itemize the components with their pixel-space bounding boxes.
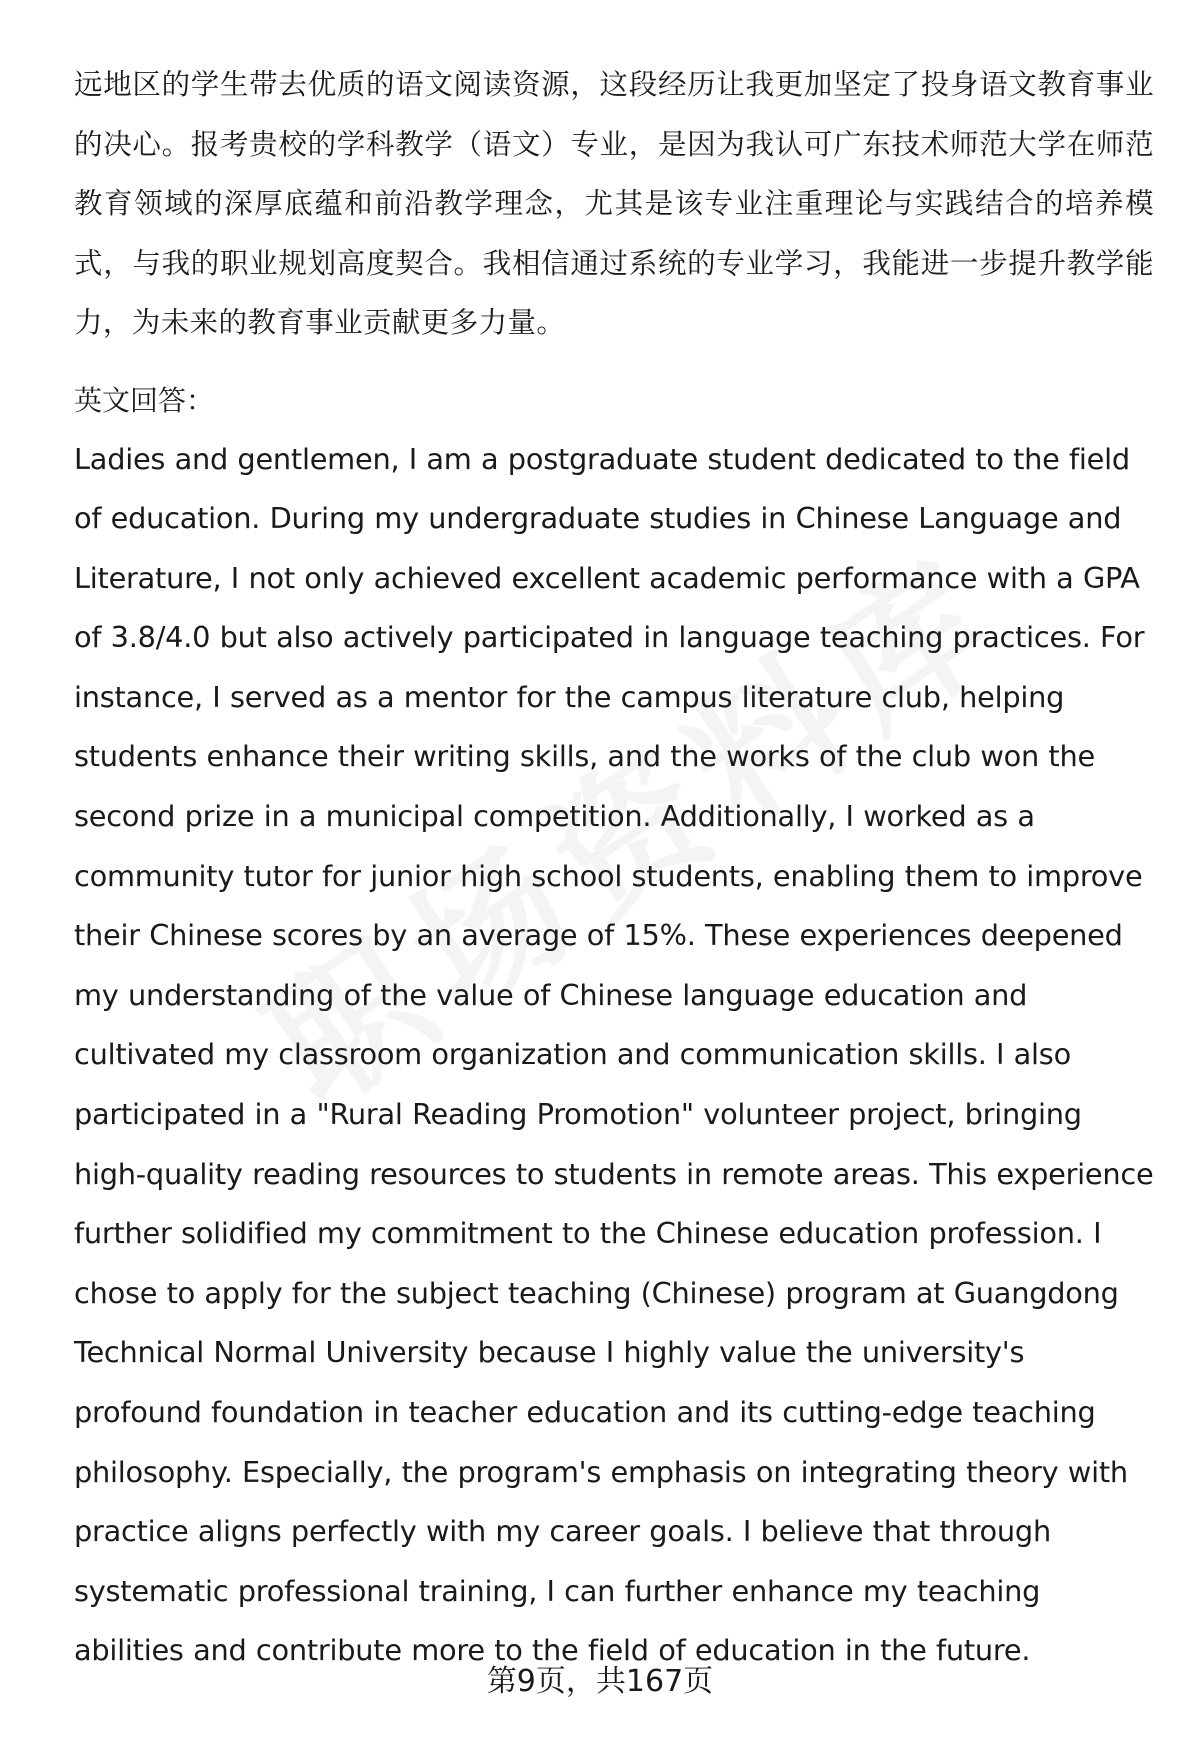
document-body [74, 55, 1154, 1681]
chinese-paragraph: 远地区的学生带去优质的语文阅读资源，这段经历让我更加坚定了投身语文教育事业的决心。报考贵校的学科教学（语文）专业，是因为我认可广东技术师范大学在师范教育领域的深厚底蕴和前沿教学理念，尤其是该专业注重理论与实践结合的培养模式，与我的职业规划高度契合。我相信通过系统的专业学习，我能进一步提升教学能力，为未来的教育事业贡献更多力量。 [74, 68, 1154, 339]
page-number-footer: 第9页，共167页 [486, 1664, 714, 1699]
english-paragraph: Ladies and gentlemen, I am a postgraduate student dedicated to the field of education. During my undergraduate studies in Chinese Language and Literature, I not only achieved excellent academic performance with a GPA of 3.8/4.0 but also actively participated in language teaching practices. For instance, I served as a mentor for the campus literature club, helping students enhance their writing skills, and the works of the club won the second prize in a municipal competition. Additionally, I worked as a community tutor for junior high school students, enabling them to improve their Chinese scores by an average of 15%. These experiences deepened my understanding of the value of Chinese language education and cultivated my classroom organization and communication skills. I also participated in a "Rural Reading Promotion" volunteer project, bringing high-quality reading resources to students in remote areas. This experience further solidified my commitment to the Chinese education profession. I chose to apply for the subject teaching (Chinese) program at Guangdong Technical Normal University because I highly value the university's profound foundation in teacher education and its cutting-edge teaching philosophy. Especially, the program's emphasis on integrating theory with practice aligns perfectly with my career goals. I believe that through systematic professional training, I can further enhance my teaching abilities and contribute more to the field of education in the future. [74, 441, 1154, 1668]
english-answer-label: 英文回答： [74, 383, 215, 417]
